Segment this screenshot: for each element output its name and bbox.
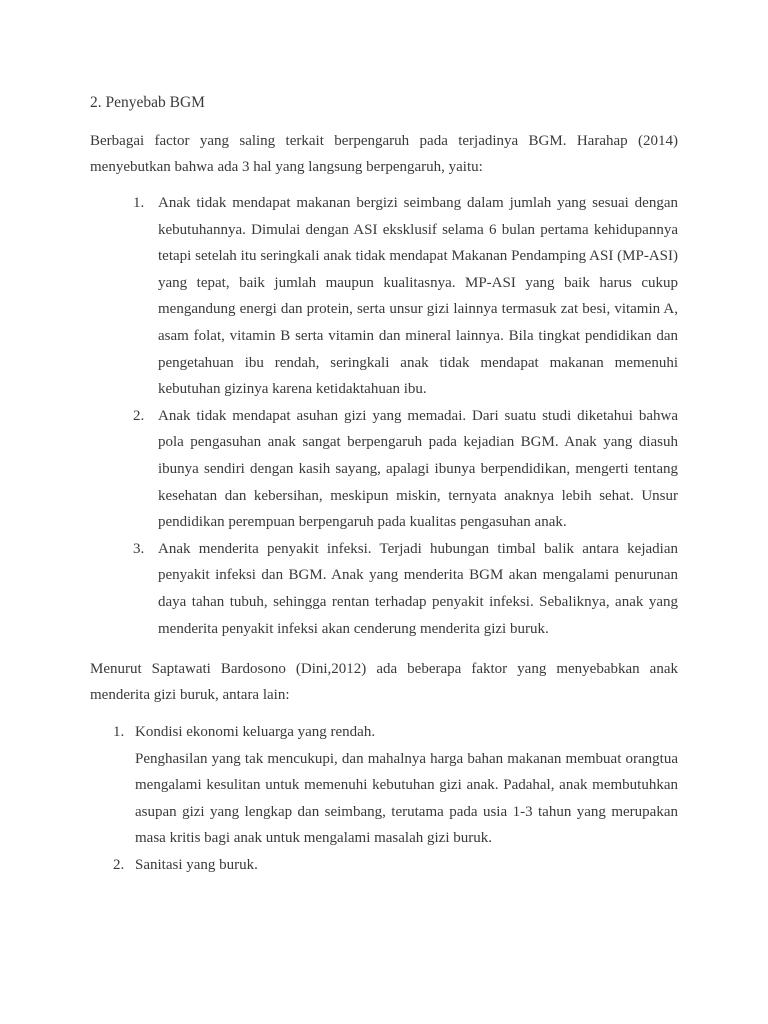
list-number: 3. bbox=[133, 540, 145, 557]
list-item-title: Kondisi ekonomi keluarga yang rendah. bbox=[135, 724, 376, 740]
list-number: 1. bbox=[113, 724, 125, 740]
list-number: 1. bbox=[133, 195, 145, 211]
list-number: 2. bbox=[113, 856, 125, 873]
list-item-title: Sanitasi yang buruk. bbox=[135, 856, 258, 873]
intro-paragraph: Berbagai factor yang saling terkait berpengaruh pada terjadinya BGM. Harahap (2014) menyebutkan bahwa ada 3 hal yang langsung berpengaruh, yaitu: bbox=[90, 133, 678, 176]
list-item-text: Anak tidak mendapat makanan bergizi seimbang dalam jumlah yang sesuai dengan kebutuhannya. Dimulai dengan ASI eksklusif selama 6 bulan pertama kehidupannya tetapi setelah itu seringkali anak tidak mendapat Makanan Pendamping ASI (MP-ASI) yang tepat, baik jumlah maupun kualitasnya. MP-ASI yang baik harus cukup mengandung energi dan protein, serta unsur gizi lainnya termasuk zat besi, vitamin A, asam folat, vitamin B serta vitamin dan mineral lainnya. Bila tingkat pendidikan dan pengetahuan ibu rendah, seringkali anak tidak mendapat makanan memenuhi kebutuhan gizinya karena ketidaktahuan ibu. bbox=[158, 195, 678, 398]
list-item bbox=[133, 190, 678, 403]
list-item bbox=[113, 719, 678, 852]
list-item-text: Penghasilan yang tak mencukupi, dan mahalnya harga bahan makanan membuat orangtua mengalami kesulitan untuk memenuhi kebutuhan gizi anak. Padahal, anak membutuhkan asupan gizi yang lengkap dan seimbang, terutama pada usia 1-3 tahun yang merupakan masa kritis bagi anak untuk mengalami masalah gizi buruk. bbox=[135, 750, 678, 847]
list-item-text: Anak menderita penyakit infeksi. Terjadi hubungan timbal balik antara kejadian penyakit infeksi dan BGM. Anak yang menderita BGM akan mengalami penurunan daya tahan tubuh, sehingga rentan terhadap penyakit infeksi. Sebaliknya, anak yang menderita penyakit infeksi akan cenderung menderita gizi buruk. bbox=[158, 540, 678, 637]
factor-list bbox=[113, 719, 678, 879]
list-item-text: Anak tidak mendapat asuhan gizi yang memadai. Dari suatu studi diketahui bahwa pola pengasuhan anak sangat berpengaruh pada kejadian BGM. Anak yang diasuh ibunya sendiri dengan kasih sayang, apalagi ibunya berpendidikan, mengerti tentang kesehatan dan kebersihan, meskipun miskin, ternyata anaknya lebih sehat. Unsur pendidikan perempuan berpengaruh pada kualitas pengasuhan anak. bbox=[158, 407, 678, 531]
cause-list bbox=[133, 190, 678, 642]
list-item bbox=[133, 403, 678, 536]
second-paragraph: Menurut Saptawati Bardosono (Dini,2012) ada beberapa faktor yang menyebabkan anak menderita gizi buruk, antara lain: bbox=[90, 661, 678, 704]
list-number: 2. bbox=[133, 407, 145, 424]
section-heading: 2. Penyebab BGM bbox=[90, 94, 205, 111]
list-item bbox=[133, 536, 678, 642]
list-item bbox=[113, 852, 678, 879]
